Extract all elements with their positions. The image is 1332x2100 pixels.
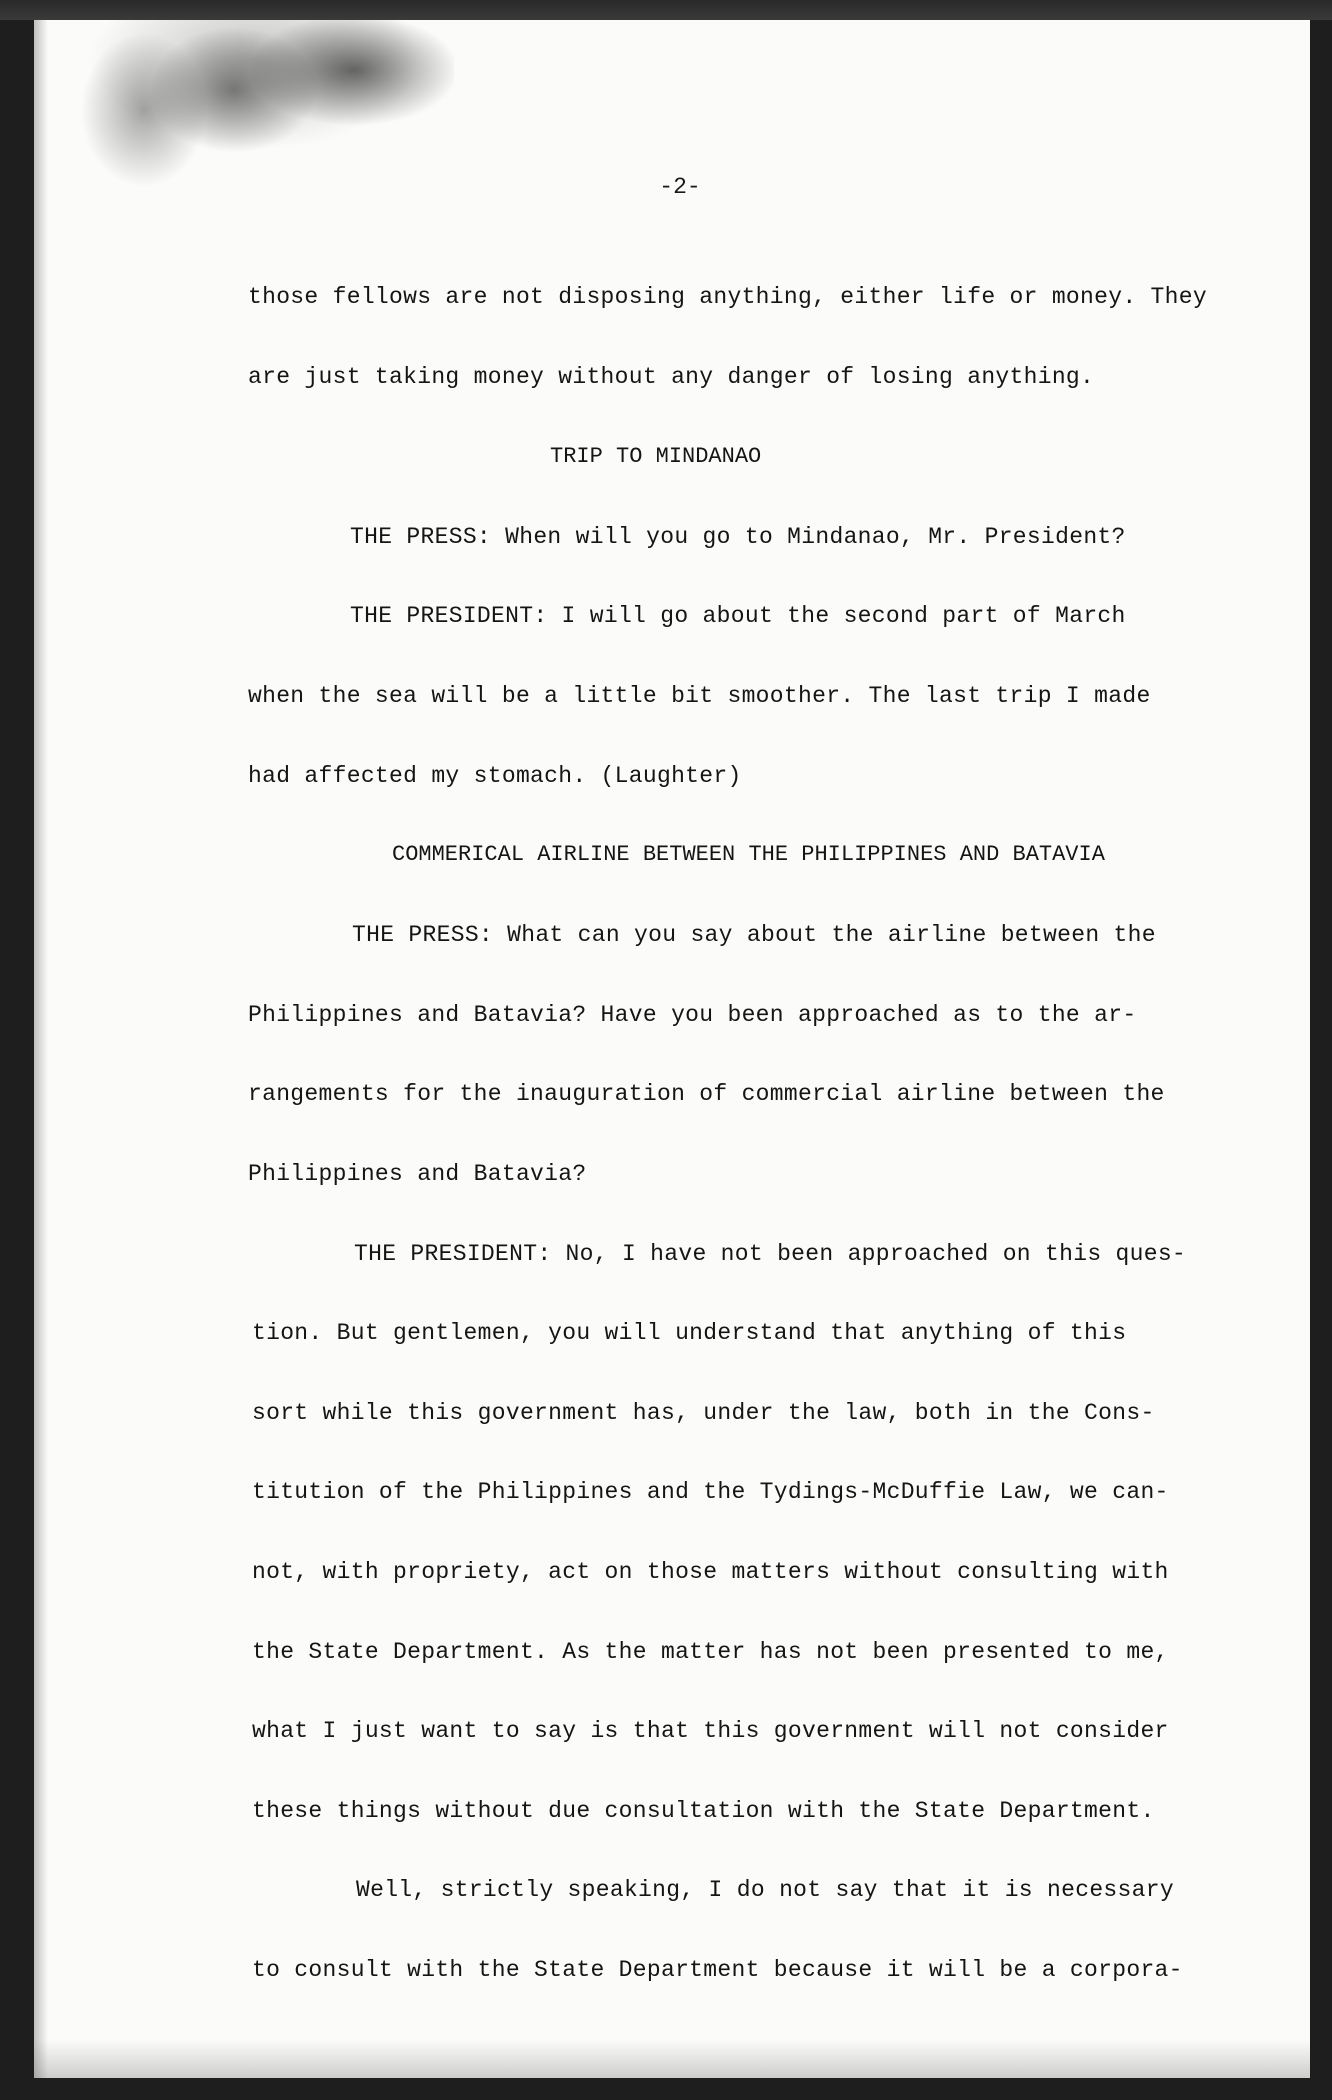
body-line: titution of the Philippines and the Tydings-McDuffie Law, we can- (252, 1479, 1169, 1505)
page-number: -2- (659, 174, 701, 200)
body-line: had affected my stomach. (Laughter) (248, 763, 742, 789)
body-line: not, with propriety, act on those matters without consulting with (252, 1559, 1169, 1585)
document-page (34, 20, 1310, 2078)
scan-top-edge (0, 0, 1332, 20)
body-line: THE PRESIDENT: I will go about the second part of March (350, 603, 1126, 629)
body-line: to consult with the State Department because it will be a corpora- (252, 1957, 1183, 1983)
body-line: the State Department. As the matter has not been presented to me, (252, 1639, 1169, 1665)
body-line: THE PRESIDENT: No, I have not been approached on this ques- (354, 1241, 1187, 1267)
body-line: these things without due consultation with the State Department. (252, 1798, 1155, 1824)
body-line: sort while this government has, under the law, both in the Cons- (252, 1400, 1155, 1426)
page-left-shadow (34, 20, 48, 2078)
section-heading-trip-to-mindanao: TRIP TO MINDANAO (550, 444, 762, 469)
body-line: Philippines and Batavia? (248, 1161, 587, 1187)
body-line: what I just want to say is that this government will not consider (252, 1718, 1169, 1744)
page-bottom-shadow (34, 2040, 1310, 2078)
section-heading-commercial-airline: COMMERICAL AIRLINE BETWEEN THE PHILIPPINES AND BATAVIA (392, 842, 1105, 867)
body-line: THE PRESS: When will you go to Mindanao, Mr. President? (350, 524, 1126, 550)
body-line: when the sea will be a little bit smoother. The last trip I made (248, 683, 1151, 709)
body-line: Philippines and Batavia? Have you been approached as to the ar- (248, 1002, 1137, 1028)
body-line: are just taking money without any danger of losing anything. (248, 364, 1095, 390)
body-line: Well, strictly speaking, I do not say that it is necessary (356, 1877, 1174, 1903)
body-line: tion. But gentlemen, you will understand that anything of this (252, 1320, 1127, 1346)
body-line: those fellows are not disposing anything, either life or money. They (248, 284, 1207, 310)
body-line: THE PRESS: What can you say about the airline between the (352, 922, 1156, 948)
body-line: rangements for the inauguration of commercial airline between the (248, 1081, 1165, 1107)
